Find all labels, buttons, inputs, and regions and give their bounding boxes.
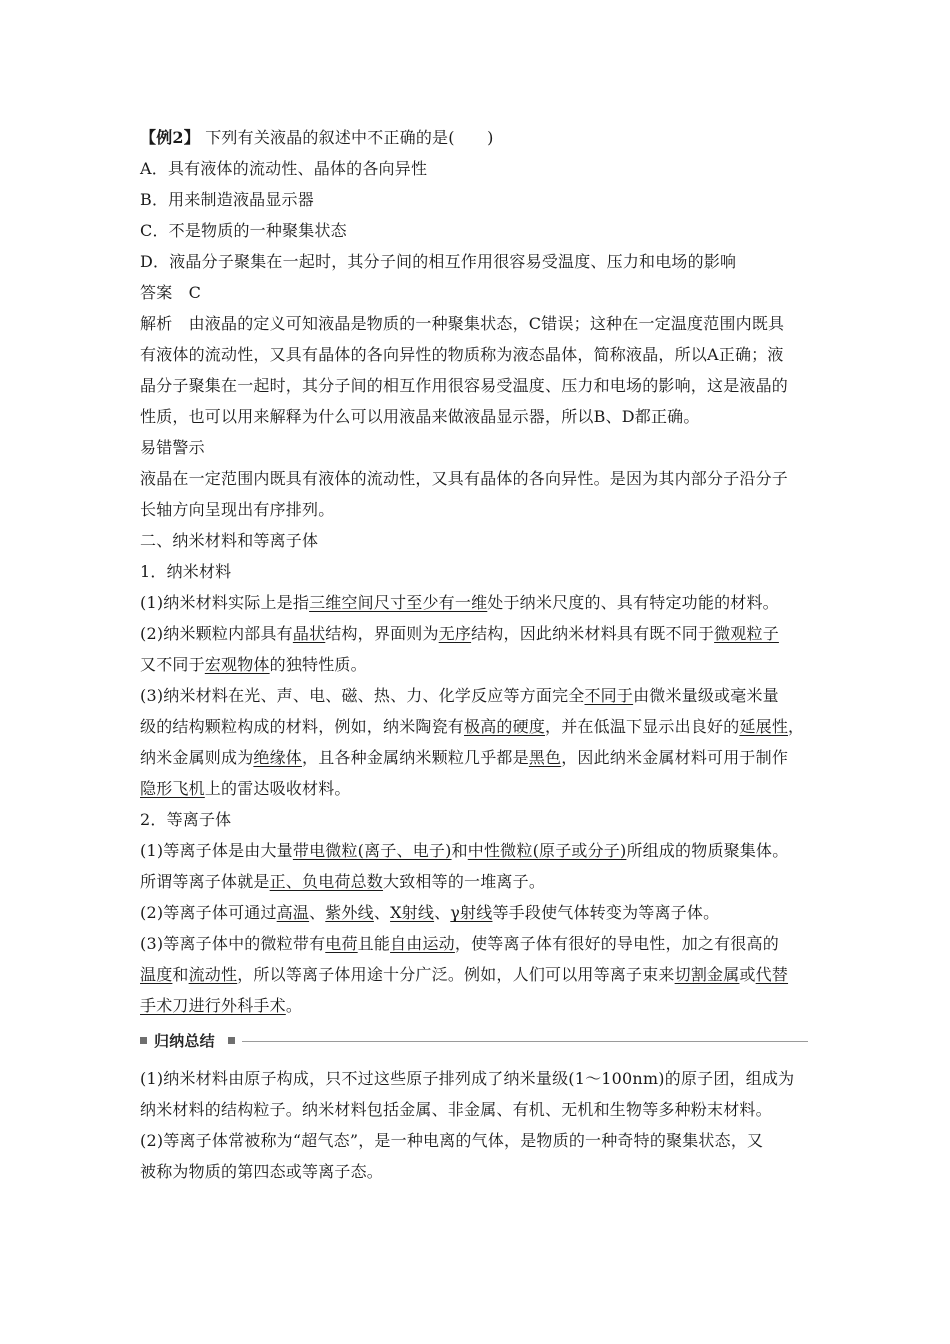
- analysis-line-3: 晶分子聚集在一起时，其分子间的相互作用很容易受温度、压力和电场的影响，这是液晶的: [140, 376, 789, 395]
- document-content: [140, 122, 820, 1187]
- nano-p2-line-1: [140, 618, 820, 649]
- warning-line-2: 长轴方向呈现出有序排列。: [140, 500, 335, 519]
- plasma-p2: [140, 897, 820, 928]
- summary-line-1: (1)纳米材料由原子构成，只不过这些原子排列成了纳米量级(1～100nm)的原子团，组成为: [140, 1069, 795, 1088]
- fill-blank: 自由运动: [390, 934, 455, 953]
- text: 由微米量级或毫米量: [633, 686, 779, 705]
- fill-blank: 绝缘体: [253, 748, 303, 767]
- text: 所谓等离子体就是: [140, 872, 270, 891]
- text: (3)等离子体中的微粒带有: [140, 934, 326, 953]
- summary-title: 归纳总结: [154, 1032, 215, 1050]
- text: 结构，界面则为: [325, 624, 439, 643]
- analysis-line-1: 解析 由液晶的定义可知液晶是物质的一种聚集状态，C错误；这种在一定温度范围内既具: [140, 314, 785, 333]
- warning-line-1: 液晶在一定范围内既具有液体的流动性，又具有晶体的各向异性。是因为其内部分子沿分子: [140, 469, 789, 488]
- fill-blank: 三维空间尺寸至少有一维: [309, 593, 488, 612]
- fill-blank: 正、负电荷总数: [269, 872, 384, 891]
- plasma-p3-line-2: [140, 959, 820, 990]
- text: 级的结构颗粒构成的材料，例如，纳米陶瓷有: [140, 717, 465, 736]
- summary-line-4: 被称为物质的第四态或等离子态。: [140, 1162, 384, 1181]
- plasma-p1-line-1: [140, 835, 820, 866]
- plasma-p3-line-1: [140, 928, 820, 959]
- text: 结构，因此纳米材料具有既不同于: [471, 624, 715, 643]
- answer: 答案 C: [140, 283, 202, 302]
- fill-blank: 微观粒子: [714, 624, 779, 643]
- fill-blank: 高温: [276, 903, 310, 922]
- square-marker-icon: [140, 1037, 147, 1044]
- text: 。: [285, 996, 303, 1015]
- divider: [242, 1041, 808, 1042]
- option-c: C．不是物质的一种聚集状态: [140, 221, 347, 240]
- example-tag: 【例2】: [140, 128, 200, 147]
- fill-blank: 紫外线: [325, 903, 374, 922]
- nano-p3-line-1: [140, 680, 820, 711]
- text: 、: [373, 903, 391, 922]
- fill-blank: 延展性: [739, 717, 789, 736]
- text: 上的雷达吸收材料。: [204, 779, 351, 798]
- text: ，因此纳米金属材料可用于制作: [561, 748, 789, 767]
- fill-blank: 切割金属: [674, 965, 740, 984]
- fill-blank: 代替: [755, 965, 789, 984]
- text: 的独特性质。: [269, 655, 367, 674]
- nano-heading: 1．纳米材料: [140, 562, 232, 581]
- plasma-p1-line-2: [140, 866, 820, 897]
- question-text: 下列有关液晶的叙述中不正确的是( ): [205, 128, 494, 147]
- text: 又不同于: [140, 655, 205, 674]
- plasma-heading: 2．等离子体: [140, 810, 232, 829]
- example-question: [140, 122, 820, 153]
- fill-blank: 不同于: [584, 686, 634, 705]
- plasma-p3-line-3: [140, 990, 820, 1021]
- text: (1)纳米材料实际上是指: [140, 593, 310, 612]
- nano-p3-line-2: [140, 711, 820, 742]
- option-b: B．用来制造液晶显示器: [140, 190, 314, 209]
- fill-blank: 隐形飞机: [140, 779, 205, 798]
- text: ，并在低温下显示出良好的: [545, 717, 740, 736]
- fill-blank: 极高的硬度: [464, 717, 546, 736]
- fill-blank: 宏观物体: [204, 655, 270, 674]
- text: 等手段使气体转变为等离子体。: [492, 903, 720, 922]
- text: 所组成的物质聚集体。: [626, 841, 789, 860]
- fill-blank: 带电微粒(离子、电子): [292, 841, 452, 860]
- nano-p3-line-3: [140, 742, 820, 773]
- text: 且能: [357, 934, 391, 953]
- fill-blank: 晶状: [292, 624, 326, 643]
- fill-blank: 无序: [438, 624, 472, 643]
- text: ，使等离子体有很好的导电性，加之有很高的: [454, 934, 779, 953]
- nano-p1: [140, 587, 820, 618]
- fill-blank: 温度: [140, 965, 173, 984]
- warning-title: 易错警示: [140, 438, 205, 457]
- fill-blank: γ射线: [450, 903, 493, 922]
- summary-header: [140, 1023, 820, 1063]
- text: 和: [172, 965, 189, 984]
- fill-blank: 电荷: [325, 934, 358, 953]
- text: 、: [309, 903, 326, 922]
- text: 或: [739, 965, 756, 984]
- nano-p2-line-2: [140, 649, 820, 680]
- section-heading: 二、纳米材料和等离子体: [140, 531, 319, 550]
- text: 处于纳米尺度的、具有特定功能的材料。: [487, 593, 779, 612]
- summary-line-2: 纳米材料的结构粒子。纳米材料包括金属、非金属、有机、无机和生物等多种粉末材料。: [140, 1100, 772, 1119]
- text: (2)等离子体可通过: [140, 903, 277, 922]
- fill-blank: X射线: [390, 903, 435, 922]
- option-a: A．具有液体的流动性、晶体的各向异性: [140, 159, 428, 178]
- nano-p3-line-4: [140, 773, 820, 804]
- text: 大致相等的一堆离子。: [383, 872, 546, 891]
- text: ，所以等离子体用途十分广泛。例如，人们可以用等离子束来: [237, 965, 675, 984]
- text: 纳米金属则成为: [140, 748, 254, 767]
- fill-blank: 流动性: [188, 965, 238, 984]
- analysis-line-2: 有液体的流动性，又具有晶体的各向异性的物质称为液态晶体，简称液晶，所以A正确；液: [140, 345, 784, 364]
- fill-blank: 手术刀进行外科手术: [140, 996, 286, 1015]
- text: 和: [451, 841, 468, 860]
- text: (3)纳米材料在光、声、电、磁、热、力、化学反应等方面完全: [140, 686, 585, 705]
- text: 、: [434, 903, 451, 922]
- text: ，且各种金属纳米颗粒几乎都是: [302, 748, 529, 767]
- text: ，: [788, 717, 805, 736]
- analysis-line-4: 性质，也可以用来解释为什么可以用液晶来做液晶显示器，所以B、D都正确。: [140, 407, 700, 426]
- square-marker-icon: [228, 1037, 235, 1044]
- fill-blank: 黑色: [528, 748, 562, 767]
- option-d: D．液晶分子聚集在一起时，其分子间的相互作用很容易受温度、压力和电场的影响: [140, 252, 737, 271]
- fill-blank: 中性微粒(原子或分子): [467, 841, 627, 860]
- text: (2)纳米颗粒内部具有: [140, 624, 293, 643]
- summary-line-3: (2)等离子体常被称为“超气态”，是一种电离的气体，是物质的一种奇特的聚集状态，又: [140, 1131, 764, 1150]
- text: (1)等离子体是由大量: [140, 841, 293, 860]
